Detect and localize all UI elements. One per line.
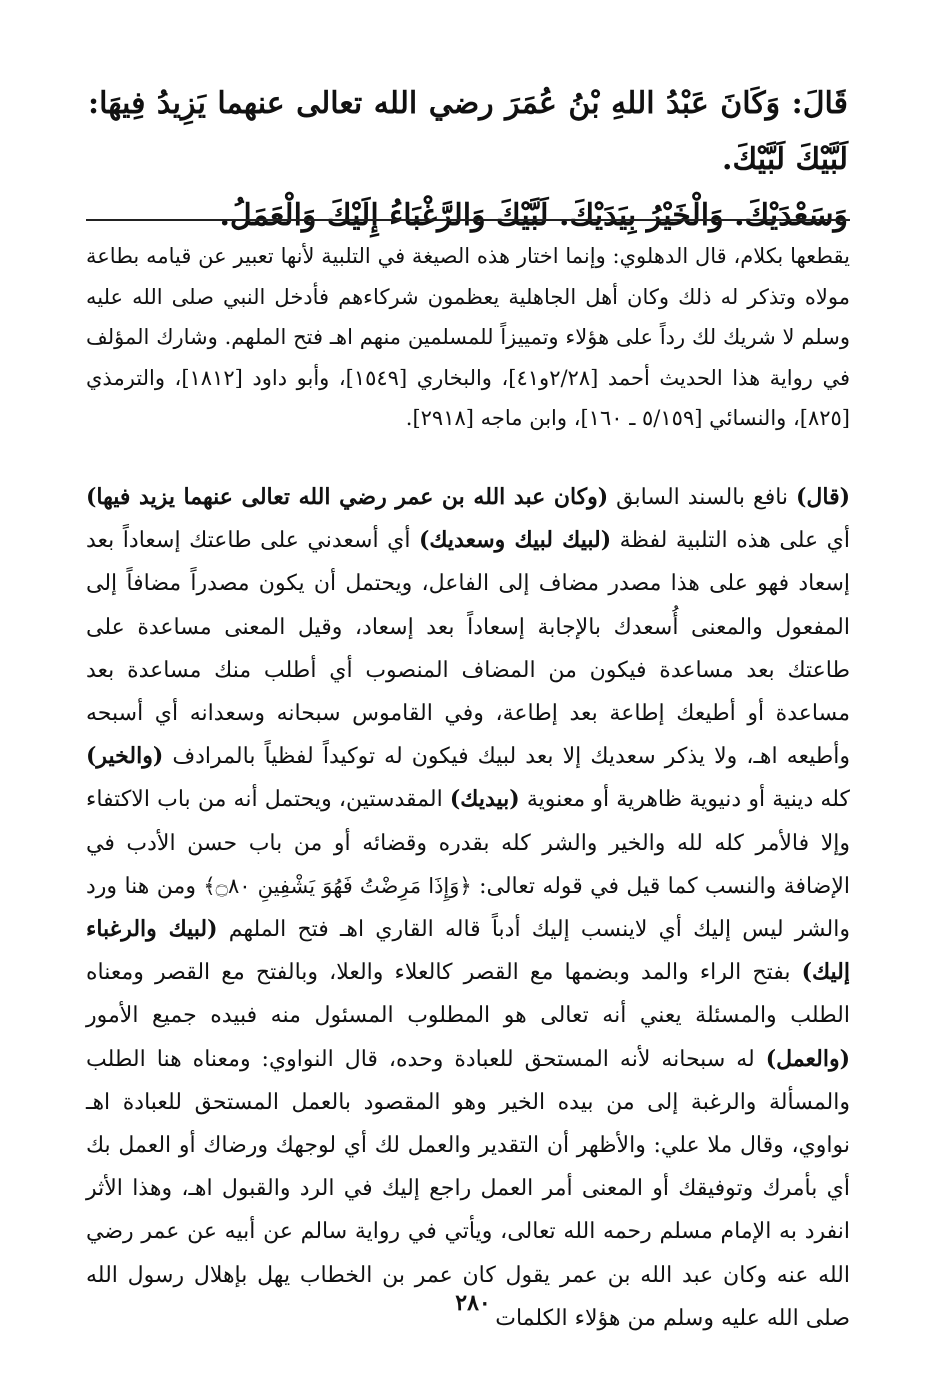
footnote-text: يقطعها بكلام، قال الدهلوي: وإنما اختار هذه الصيغة في التلبية لأنها تعبير عن قيامه بطاعة مولاه وتذكر له ذلك وكان أهل الجاهلية يعظمون شركاءهم فأدخل النبي صلى الله عليه وسلم لا شريك لك رداً على هؤلاء وتمييزاً للمسلمين منهم اهـ فتح الملهم. وشارك المؤلف في رواية هذا الحديث أحمد [٢/٢٨و٤١]، والبخاري [١٥٤٩]، وأبو داود [١٨١٢]، والترمذي [٨٢٥]، والنسائي [٥/١٥٩ ـ ١٦٠]، وابن ماجه [٢٩١٨]. bbox=[86, 244, 850, 431]
commentary-paragraph bbox=[86, 476, 850, 1340]
commentary-bold-6: (لبيك والرغباء إليك) bbox=[86, 916, 850, 986]
commentary-bold-2: (وكان عبد الله بن عمر رضي الله تعالى عنهما يزيد فيها) bbox=[86, 484, 609, 510]
commentary-bold-7: (والعمل) bbox=[765, 1045, 850, 1072]
commentary-text-7: بفتح الراء والمد وبضمها مع القصر كالعلاء والعلا، وبالفتح مع القصر ومعناه الطلب والمسئلة يعني أنه تعالى هو المطلوب المسئول منه فبيده جميع الأمور bbox=[86, 960, 850, 1029]
commentary-bold-4: (والخير) bbox=[86, 743, 164, 770]
page-number: ٢٨٠ bbox=[455, 1290, 491, 1316]
footnote-divider bbox=[86, 219, 850, 221]
quran-verse: ﴿وَإِذَا مَرِضْتُ فَهُوَ يَشْفِينِ ۝٨٠﴾ bbox=[203, 873, 472, 898]
commentary-bold-5: (بيديك) bbox=[449, 786, 520, 813]
commentary-text-8: له سبحانه لأنه المستحق للعبادة وحده، قال النواوي: ومعناه هنا الطلب والمسألة والرغبة إلى من بيده الخير وهو المقصود بالعمل المستحق للعبادة اهـ نواوي، وقال ملا علي: والأظهر أن التقدير والعمل لك أي لوجهك ورضاك أو العمل بك أي بأمرك وتوفيقك أو المعنى أمر العمل راجع إليك في الرد والقبول اهـ، وهذا الأثر انفرد به الإمام مسلم رحمه الله تعالى، ويأتي في رواية سالم عن أبيه عن عمر رضي الله عنه وكان عبد الله بن عمر يقول كان عمر بن الخطاب يهل بإهلال رسول الله صلى الله عليه وسلم من هؤلاء الكلمات bbox=[86, 1046, 850, 1331]
hadith-line-1: قَالَ: وَكَانَ عَبْدُ اللهِ بْنُ عُمَرَ رضي الله تعالى عنهما يَزِيدُ فِيهَا: لَبَّيْكَ لَبَّيْكَ. bbox=[88, 86, 848, 177]
commentary-bold-3: (لبيك لبيك وسعديك) bbox=[418, 527, 612, 554]
commentary-text-4: كله دينية أو دنيوية ظاهرية أو معنوية bbox=[519, 787, 850, 813]
commentary-text-2: أي على هذه التلبية لفظة bbox=[611, 528, 850, 554]
commentary-text-5: المقدستين، ويحتمل أنه من باب الاكتفاء وإلا فالأمر كله لله والخير والشر كله بقدره وقضائه أو من باب حسن الأدب في الإضافة والنسب كما قيل في قوله تعالى: bbox=[86, 787, 850, 899]
hadith-line-2: وَسَعْدَيْكَ. وَالْخَيْرُ بِيَدَيْكَ. لَبَّيْكَ وَالرَّغْبَاءُ إِلَيْكَ وَالْعَمَلُ. bbox=[219, 198, 848, 233]
commentary-text-1: نافع بالسند السابق bbox=[608, 485, 796, 510]
commentary-text-6: ومن هنا ورد والشر ليس إليك أي لاينسب إليك أدباً قاله القاري اهـ فتح الملهم bbox=[86, 873, 850, 943]
commentary-bold-1: (قال) bbox=[795, 484, 851, 510]
commentary-text-3: أي أسعدني على طاعتك إسعاداً بعد إسعاد فهو على هذا مصدر مضاف إلى الفاعل، ويحتمل أن يكون مصدراً مضافاً إلى المفعول والمعنى أُسعدك بالإجابة إسعاداً بعد إسعاد، وقيل المعنى مساعدة على طاعتك بعد مساعدة فيكون من المضاف المنصوب أي أطلب منك مساعدة بعد مساعدة أو أطيعك إطاعة بعد إطاعة، وفي القاموس سبحانه وسعدانه أي أسبحه وأطيعه اهـ، ولا يذكر سعديك إلا بعد لبيك فيكون له توكيداً لفظياً بالمرادف bbox=[86, 528, 850, 770]
